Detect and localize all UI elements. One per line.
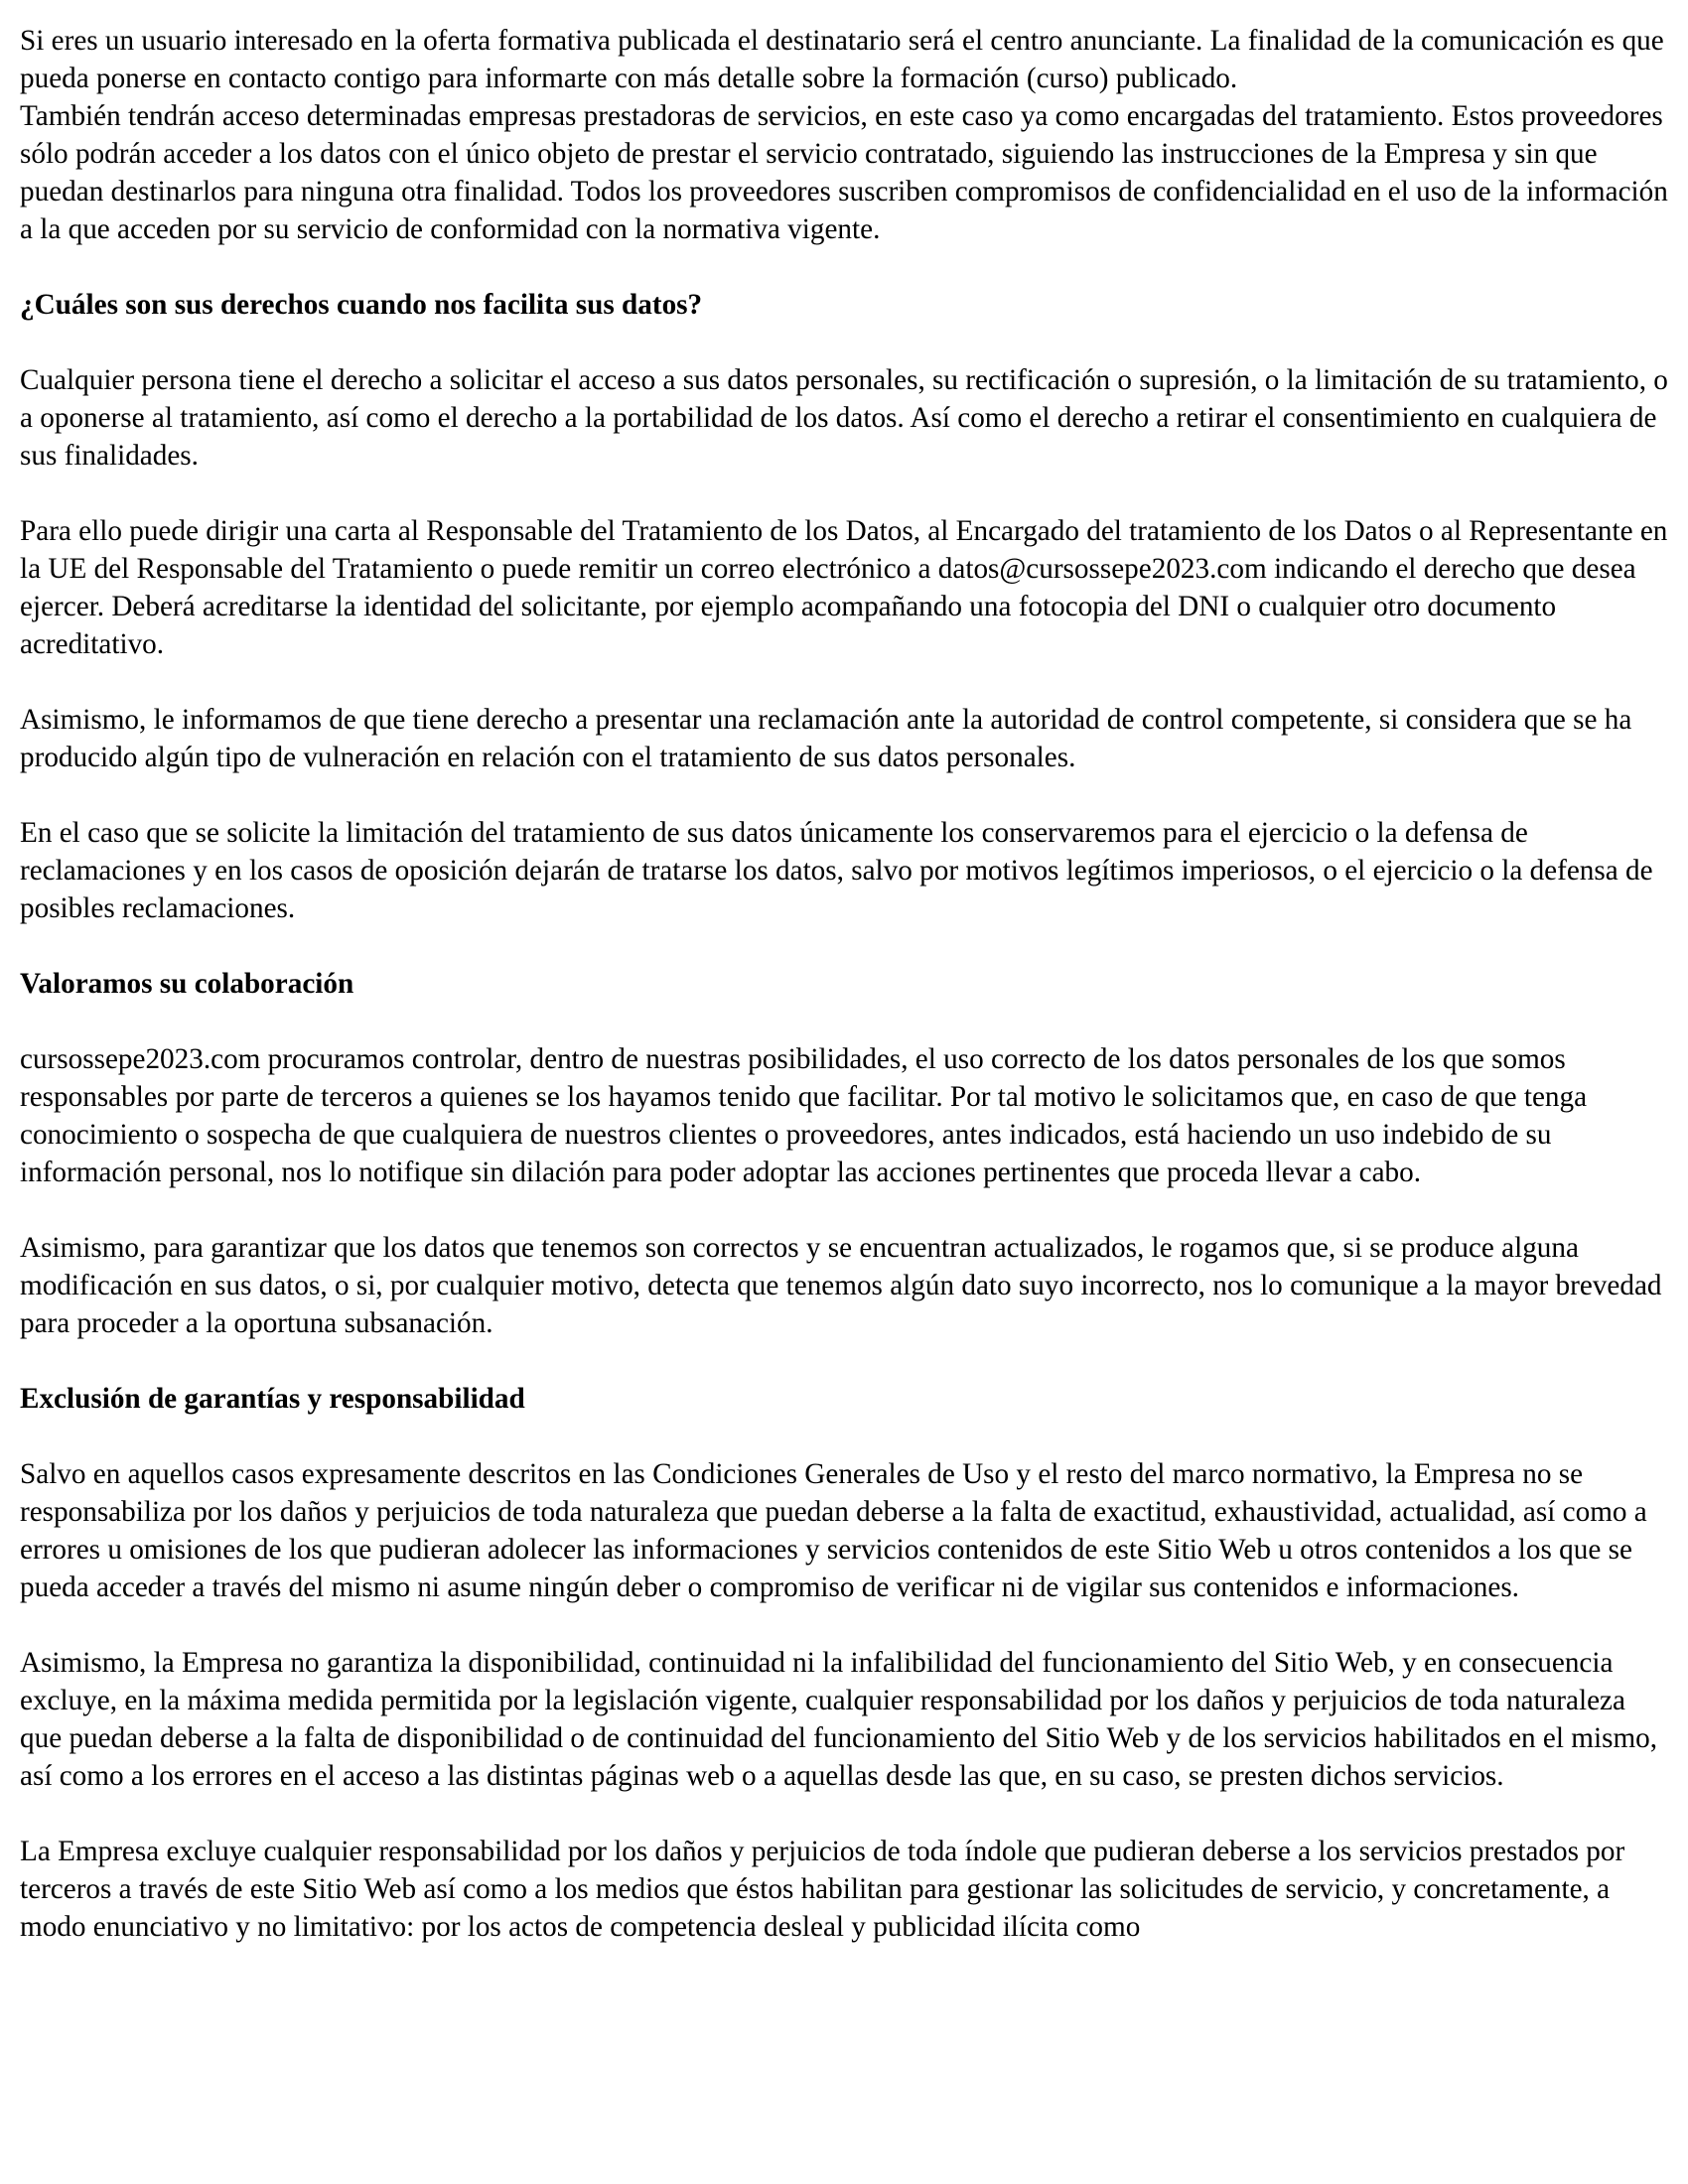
paragraph-proveedores: También tendrán acceso determinadas empresas prestadoras de servicios, en este caso ya como encargadas del tratamiento. Estos proveedores sólo podrán acceder a los datos con el único objeto de prestar el servicio contratado, siguiendo las instrucciones de la Empresa y sin que puedan destinarlos para ninguna otra finalidad. Todos los proveedores suscriben compromisos de confidencialidad en el uso de la información a la que acceden por su servicio de conformidad con la normativa vigente. <box>20 100 1668 245</box>
paragraph-reclamacion: Asimismo, le informamos de que tiene derecho a presentar una reclamación ante la autoridad de control competente, si considera que se ha producido algún tipo de vulneración en relación con el tratamiento de sus datos personales. <box>20 704 1632 773</box>
paragraph-colaboracion: cursossepe2023.com procuramos controlar, dentro de nuestras posibilidades, el uso correcto de los datos personales de los que somos responsables por parte de terceros a quienes se los hayamos tenido que facilitar. Por tal motivo le solicitamos que, en caso de que tenga conocimiento o sospecha de que cualquiera de nuestros clientes o proveedores, antes indicados, está haciendo un uso indebido de su información personal, nos lo notifique sin dilación para poder adoptar las acciones pertinentes que proceda llevar a cabo. <box>20 1043 1588 1188</box>
email-link[interactable]: datos@cursossepe2023.com <box>937 553 1267 585</box>
heading-colaboracion: Valoramos su colaboración <box>20 968 354 1000</box>
paragraph-carta <box>20 512 1668 663</box>
paragraph-carta-text-end: indicando el derecho que desea ejercer. Deberá acreditarse la identidad del solicitante, por ejemplo acompañando una fotocopia del DNI o cualquier otro documento acreditativo. <box>20 553 1636 660</box>
heading-exclusion: Exclusión de garantías y responsabilidad <box>20 1383 525 1415</box>
paragraph-terceros: La Empresa excluye cualquier responsabilidad por los daños y perjuicios de toda índole que pudieran deberse a los servicios prestados por terceros a través de este Sitio Web así como a los medios que éstos habilitan para gestionar las solicitudes de servicio, y concretamente, a modo enunciativo y no limitativo: por los actos de competencia desleal y publicidad ilícita como <box>20 1836 1625 1943</box>
paragraph-disponibilidad: Asimismo, la Empresa no garantiza la disponibilidad, continuidad ni la infalibilidad del funcionamiento del Sitio Web, y en consecuencia excluye, en la máxima medida permitida por la legislación vigente, cualquier responsabilidad por los daños y perjuicios de toda naturaleza que puedan deberse a la falta de disponibilidad o de continuidad del funcionamiento del Sitio Web y de los servicios habilitados en el mismo, así como a los errores en el acceso a las distintas páginas web o a aquellas desde las que, en su caso, se presten dichos servicios. <box>20 1647 1658 1792</box>
paragraph-exclusion: Salvo en aquellos casos expresamente descritos en las Condiciones Generales de Uso y el resto del marco normativo, la Empresa no se responsabiliza por los daños y perjuicios de toda naturaleza que puedan deberse a la falta de exactitud, exhaustividad, actualidad, así como a errores u omisiones de los que pudieran adolecer las informaciones y servicios contenidos de este Sitio Web u otros contenidos a los que se pueda acceder a través del mismo ni asume ningún deber o compromiso de verificar ni de vigilar sus contenidos e informaciones. <box>20 1458 1647 1603</box>
paragraph-actualizados: Asimismo, para garantizar que los datos que tenemos son correctos y se encuentran actualizados, le rogamos que, si se produce alguna modificación en sus datos, o si, por cualquier motivo, detecta que tenemos algún dato suyo incorrecto, nos lo comunique a la mayor brevedad para proceder a la oportuna subsanación. <box>20 1232 1662 1339</box>
paragraph-derechos: Cualquier persona tiene el derecho a solicitar el acceso a sus datos personales, su rectificación o supresión, o la limitación de su tratamiento, o a oponerse al tratamiento, así como el derecho a la portabilidad de los datos. Así como el derecho a retirar el consentimiento en cualquiera de sus finalidades. <box>20 364 1668 472</box>
heading-derechos: ¿Cuáles son sus derechos cuando nos facilita sus datos? <box>20 289 703 321</box>
paragraph-limitacion: En el caso que se solicite la limitación del tratamiento de sus datos únicamente los conservaremos para el ejercicio o la defensa de reclamaciones y en los casos de oposición dejarán de tratarse los datos, salvo por motivos legítimos imperiosos, o el ejercicio o la defensa de posibles reclamaciones. <box>20 817 1653 924</box>
paragraph-carta-text: Para ello puede dirigir una carta al Responsable del Tratamiento de los Datos, al Encargado del tratamiento de los Datos o al Representante en la UE del Responsable del Tratamiento o puede remitir un correo electrónico a <box>20 515 1668 585</box>
document-page <box>20 0 1668 1946</box>
paragraph-destinatario: Si eres un usuario interesado en la oferta formativa publicada el destinatario será el centro anunciante. La finalidad de la comunicación es que pueda ponerse en contacto contigo para informarte con más detalle sobre la formación (curso) publicado. <box>20 25 1664 94</box>
